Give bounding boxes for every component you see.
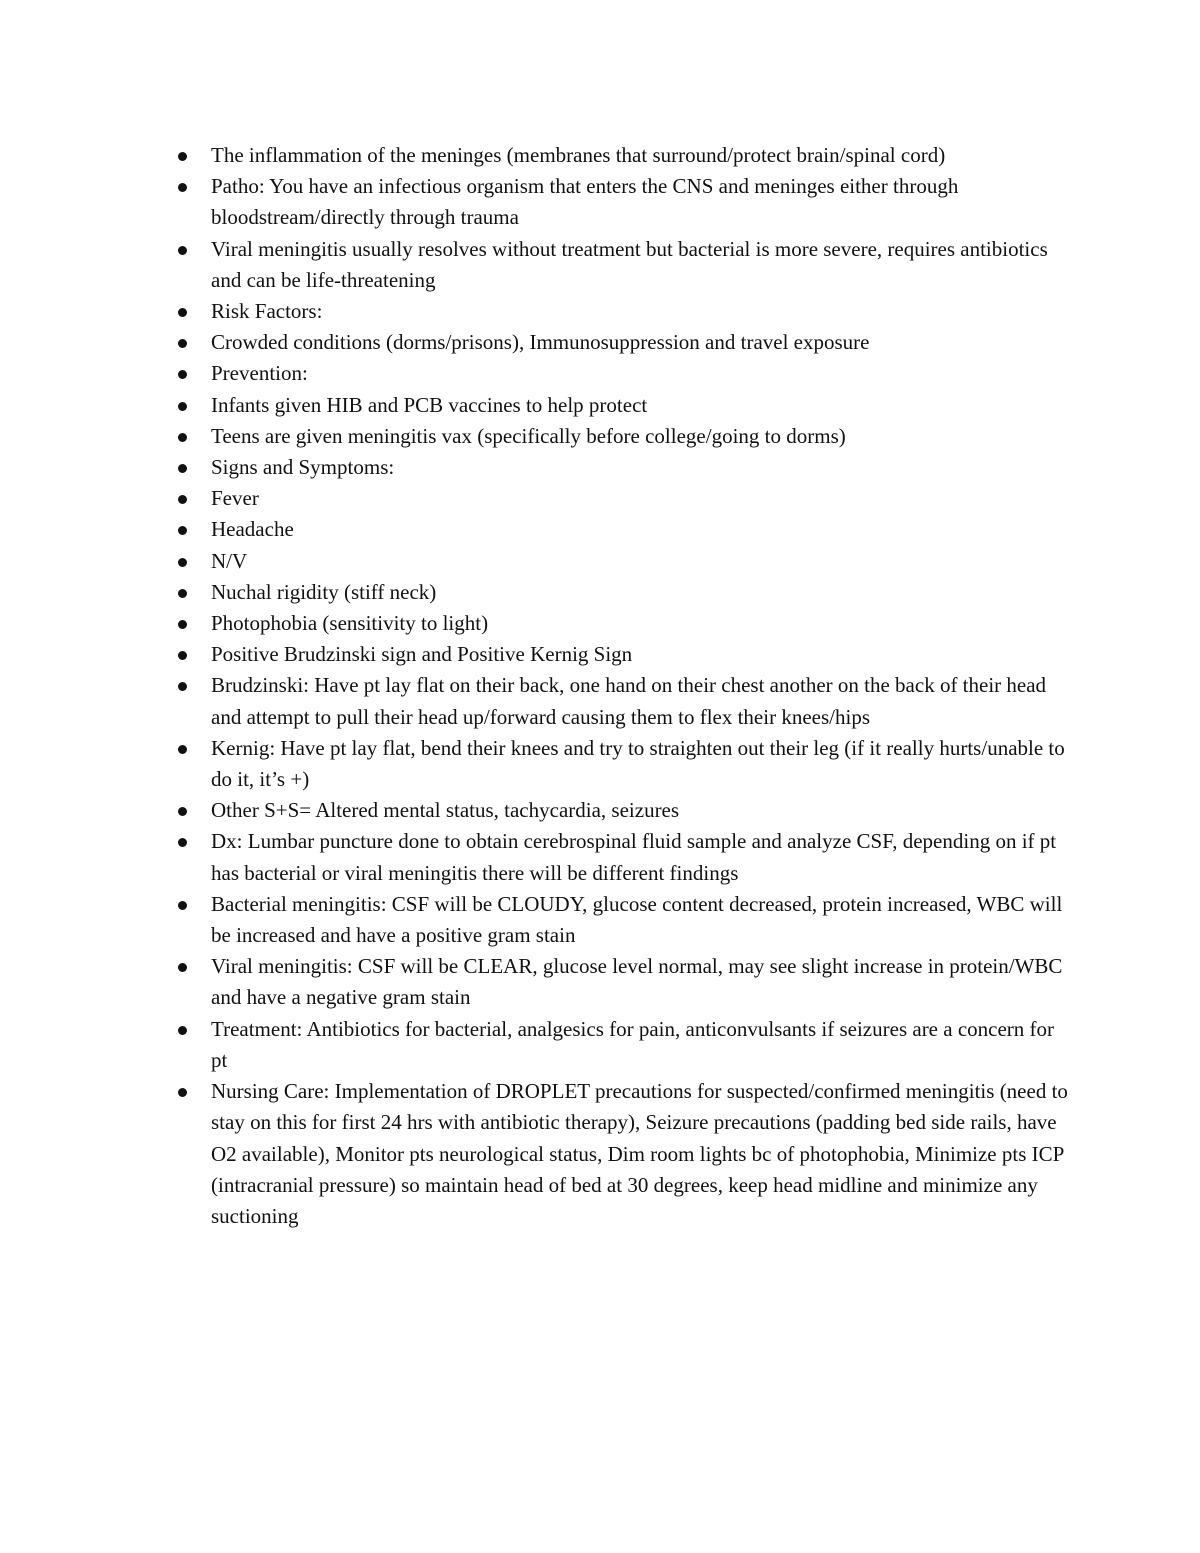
bullet-text: Fever [211,486,259,511]
bullet-item [0,327,1071,358]
bullet-point-icon [178,838,187,847]
bullet-point-icon [178,682,187,691]
bullet-item [0,483,1071,514]
bullet-text: Other S+S= Altered mental status, tachycardia, seizures [211,798,680,823]
bullet-point-icon [178,370,187,379]
bullet-item [0,171,1071,233]
bullet-point-icon [178,402,187,411]
bullet-point-icon [178,526,187,535]
bullet-text: Nursing Care: Implementation of DROPLET precautions for suspected/confirmed meningitis (need to stay on this for first 24 hrs with antibiotic therapy), Seizure precautions (padding bed side rails, have O2 available), Monitor pts neurological status, Dim room lights bc of photophobia, Minimize pts ICP (intracranial pressure) so maintain head of bed at 30 degrees, keep head midline and minimize any suctioning [211,1079,1068,1228]
bullet-item [0,795,1071,826]
bullet-point-icon [178,807,187,816]
bullet-point-icon [178,620,187,629]
bullet-text: Risk Factors: [211,299,323,324]
bullet-item [0,1076,1071,1232]
bullet-item [0,452,1071,483]
bullet-text: Viral meningitis: CSF will be CLEAR, glucose level normal, may see slight increase in protein/WBC and have a negative gram stain [211,954,1063,1010]
bullet-text: Infants given HIB and PCB vaccines to help protect [211,392,648,417]
bullet-text: Nuchal rigidity (stiff neck) [211,579,437,604]
bullet-point-icon [178,152,187,161]
bullet-text: N/V [211,548,248,573]
bullet-point-icon [178,339,187,348]
bullet-item [0,889,1071,951]
bullet-text: Brudzinski: Have pt lay flat on their back, one hand on their chest another on the back of their head and attempt to pull their head up/forward causing them to flex their knees/hips [211,673,1047,729]
bullet-point-icon [178,558,187,567]
bullet-text: Headache [211,517,294,542]
bullet-text: Treatment: Antibiotics for bacterial, analgesics for pain, anticonvulsants if seizures are a concern for pt [211,1016,1055,1072]
bullet-text: Photophobia (sensitivity to light) [211,611,489,636]
bullet-item [0,577,1071,608]
bullet-point-icon [178,433,187,442]
notes-bullet-list [0,140,1200,1232]
bullet-point-icon [178,246,187,255]
bullet-point-icon [178,464,187,473]
bullet-point-icon [178,183,187,192]
bullet-text: Teens are given meningitis vax (specifically before college/going to dorms) [211,423,846,448]
bullet-point-icon [178,1026,187,1035]
bullet-item [0,951,1071,1013]
bullet-point-icon [178,963,187,972]
bullet-text: Bacterial meningitis: CSF will be CLOUDY, glucose content decreased, protein increased, WBC will be increased and have a positive gram stain [211,891,1063,948]
bullet-point-icon [178,1088,187,1097]
bullet-item [0,608,1071,639]
bullet-item [0,546,1071,577]
bullet-item [0,514,1071,545]
bullet-item [0,733,1071,795]
bullet-point-icon [178,745,187,754]
bullet-item [0,826,1071,888]
bullet-point-icon [178,901,187,910]
bullet-point-icon [178,589,187,598]
bullet-point-icon [178,495,187,504]
bullet-item [0,670,1071,732]
bullet-text: Kernig: Have pt lay flat, bend their knees and try to straighten out their leg (if it really hurts/unable to do it, it’s +) [211,735,1065,792]
bullet-text: Viral meningitis usually resolves without treatment but bacterial is more severe, requires antibiotics and can be life-threatening [211,236,1048,292]
bullet-text: Crowded conditions (dorms/prisons), Immunosuppression and travel exposure [211,330,870,355]
bullet-text: Signs and Symptoms: [211,455,395,480]
bullet-text: Positive Brudzinski sign and Positive Kernig Sign [211,642,633,667]
bullet-item [0,1014,1071,1076]
bullet-item [0,358,1071,389]
bullet-text: Dx: Lumbar puncture done to obtain cerebrospinal fluid sample and analyze CSF, depending on if pt has bacterial or viral meningitis there will be different findings [211,829,1057,885]
bullet-item [0,234,1071,296]
bullet-item [0,421,1071,452]
bullet-item [0,390,1071,421]
bullet-text: Prevention: [211,361,308,386]
bullet-item [0,140,1071,171]
bullet-text: The inflammation of the meninges (membranes that surround/protect brain/spinal cord) [211,143,946,167]
bullet-text: Patho: You have an infectious organism that enters the CNS and meninges either through bloodstream/directly through trauma [211,174,959,230]
bullet-point-icon [178,651,187,660]
bullet-item [0,296,1071,327]
bullet-point-icon [178,308,187,317]
bullet-item [0,639,1071,670]
